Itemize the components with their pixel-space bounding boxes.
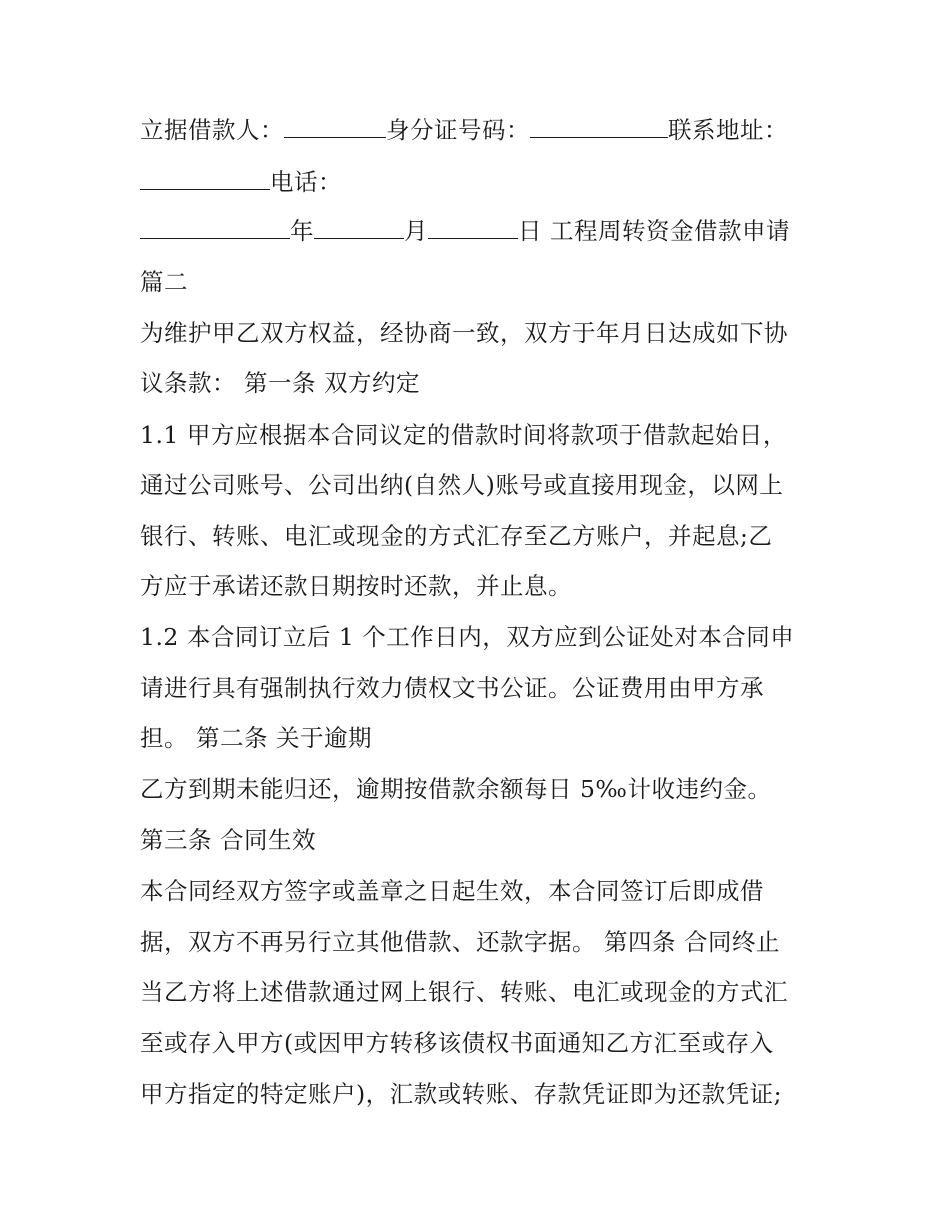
- paragraph-line: 当乙方将上述借款通过网上银行、转账、电汇或现金的方式汇: [140, 978, 788, 1006]
- date-title-line: [140, 216, 790, 246]
- phone-line: [140, 167, 342, 197]
- borrower-blank: [284, 115, 386, 138]
- paragraph-line: 本合同经双方签字或盖章之日起生效，本合同签订后即成借: [140, 877, 764, 905]
- month-label: 月: [404, 217, 428, 245]
- id-number-label: 身分证号码：: [386, 116, 530, 144]
- paragraph-line: 甲方指定的特定账户)，汇款或转账、存款凭证即为还款凭证;: [140, 1080, 783, 1108]
- paragraph-line: 议条款： 第一条 双方约定: [140, 369, 420, 397]
- address-label: 联系地址：: [668, 116, 788, 144]
- year-blank: [140, 216, 290, 239]
- day-blank: [428, 216, 518, 239]
- borrower-label: 立据借款人：: [140, 116, 284, 144]
- paragraph-line: 为维护甲乙双方权益，经协商一致，双方于年月日达成如下协: [140, 319, 788, 347]
- paragraph-line: 1.1 甲方应根据本合同议定的借款时间将款项于借款起始日，: [140, 421, 787, 449]
- paragraph-line: 第三条 合同生效: [140, 826, 316, 854]
- paragraph-line: 银行、转账、电汇或现金的方式汇存至乙方账户，并起息;乙: [140, 522, 773, 550]
- paragraph-line: 至或存入甲方(或因甲方转移该债权书面通知乙方汇至或存入: [140, 1029, 774, 1057]
- paragraph-line: 请进行具有强制执行效力债权文书公证。公证费用由甲方承: [140, 674, 764, 702]
- id-number-blank: [530, 115, 668, 138]
- month-blank: [314, 216, 404, 239]
- section-heading: 篇二: [140, 268, 188, 296]
- paragraph-line: 乙方到期未能归还，逾期按借款余额每日 5‰计收违约金。: [140, 775, 772, 803]
- paragraph-line: 1.2 本合同订立后 1 个工作日内，双方应到公证处对本合同申: [140, 623, 795, 651]
- borrower-info-line: [140, 115, 788, 145]
- phone-label: 电话：: [270, 168, 342, 196]
- paragraph-line: 担。 第二条 关于逾期: [140, 724, 372, 752]
- day-title-text: 日 工程周转资金借款申请: [518, 217, 790, 245]
- paragraph-line: 据，双方不再另行立其他借款、还款字据。 第四条 合同终止: [140, 928, 780, 956]
- paragraph-line: 方应于承诺还款日期按时还款，并止息。: [140, 572, 572, 600]
- paragraph-line: 通过公司账号、公司出纳(自然人)账号或直接用现金，以网上: [140, 471, 784, 499]
- year-label: 年: [290, 217, 314, 245]
- address-blank: [140, 167, 270, 190]
